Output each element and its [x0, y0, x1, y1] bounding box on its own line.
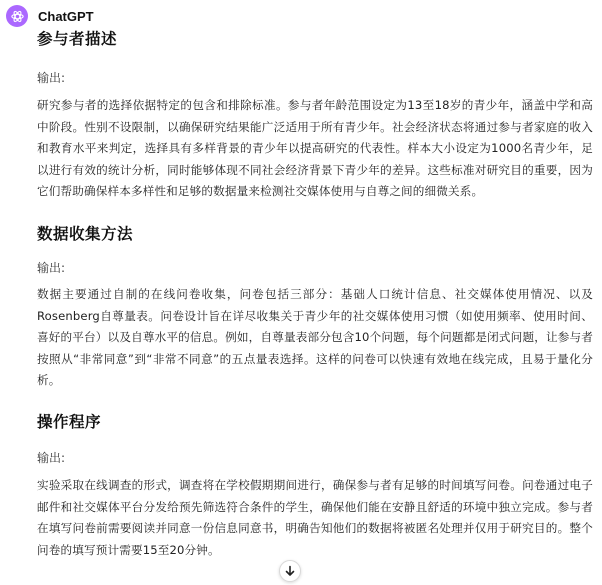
section-label: 输出: — [37, 71, 66, 85]
section-title-procedure: 操作程序 — [37, 412, 102, 431]
sender-name: ChatGPT — [38, 8, 94, 24]
section-label: 输出: — [37, 260, 66, 275]
section-label: 输出: — [37, 450, 66, 465]
scroll-to-bottom-button[interactable] — [279, 560, 301, 582]
message-content — [37, 28, 593, 561]
section-title-data-collection: 数据收集方法 — [37, 224, 134, 243]
chatgpt-logo-icon — [10, 9, 25, 24]
message-header — [6, 4, 94, 28]
section-body-procedure: 实验采取在线调查的形式，调查将在学校假期期间进行，确保参与者有足够的时间填写问卷。问卷通过电子邮件和社交媒体平台分发给预先筛选符合条件的学生，确保他们能在安静且舒适的环境中独立完成。参与者在填写问卷前需要阅读并同意一份信息同意书，明确告知他们的数据将被匿名处理并仅用于研究目的。整个问卷的填写预计需要15至20分钟。 — [37, 477, 593, 557]
section-title-participants: 参与者描述 — [37, 30, 118, 48]
chatgpt-avatar — [6, 5, 28, 27]
section-body-data-collection: 数据主要通过自制的在线问卷收集，问卷包括三部分：基础人口统计信息、社交媒体使用情况、以及Rosenberg自尊量表。问卷设计旨在详尽收集关于青少年的社交媒体使用习惯（如使用频率、使用时间、喜好的平台）以及自尊水平的信息。例如，自尊量表部分包含10个问题，每个问题都是闭式问题，让参与者按照从“非常同意”到“非常不同意”的五点量表选择。这样的问卷可以快速有效地在线完成，且易于量化分析。 — [37, 286, 593, 388]
section-body-participants: 研究参与者的选择依据特定的包含和排除标准。参与者年龄范围设定为13至18岁的青少年，涵盖中学和高中阶段。性别不设限制，以确保研究结果能广泛适用于所有青少年。社会经济状态将通过参与者家庭的收入和教育水平来判定，选择具有多样背景的青少年以提高研究的代表性。样本大小设定为1000名青少年，足以进行有效的统计分析，同时能够体现不同社会经济背景下青少年的差异。这些标准对研究目的重要，因为它们帮助确保样本多样性和足够的数据量来检测社交媒体使用与自尊之间的细微关系。 — [37, 98, 593, 199]
arrow-down-icon — [284, 565, 296, 577]
